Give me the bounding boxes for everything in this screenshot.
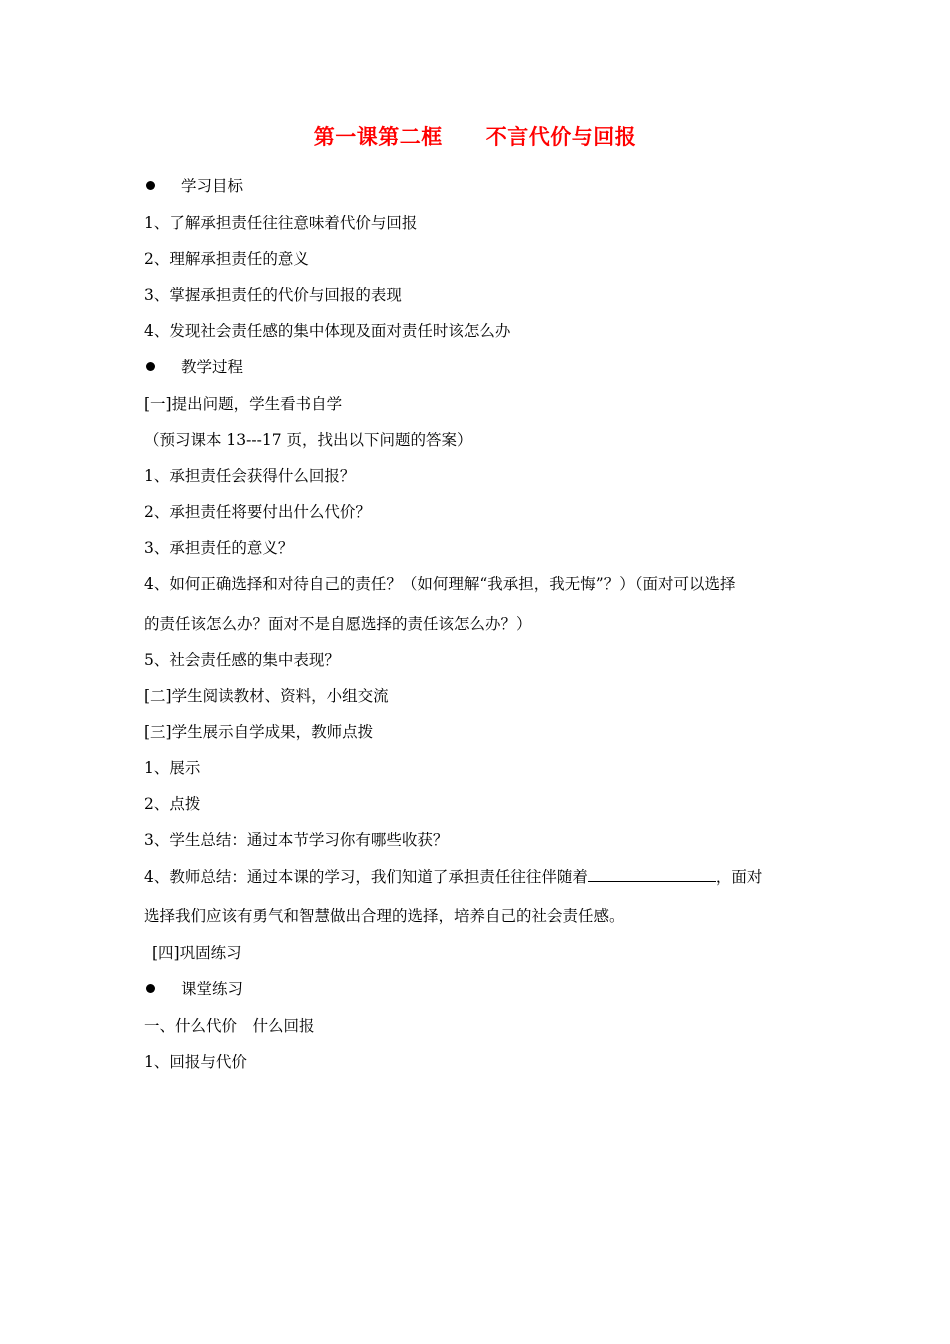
- step-heading: [一]提出问题，学生看书自学: [144, 395, 343, 413]
- teacher-summary-continued: 选择我们应该有勇气和智慧做出合理的选择，培养自己的社会责任感。: [144, 907, 625, 925]
- step-item: 3、学生总结：通过本节学习你有哪些收获？: [144, 831, 449, 849]
- fill-in-blank[interactable]: [588, 866, 716, 882]
- step-item: 1、展示: [144, 759, 201, 777]
- teacher-summary: [144, 866, 762, 887]
- practice-item: 1、回报与代价: [144, 1053, 247, 1071]
- bullet-icon: [146, 984, 155, 993]
- step-heading: [四]巩固练习: [152, 944, 242, 962]
- section-heading-practice: [144, 979, 243, 999]
- bullet-icon: [146, 181, 155, 190]
- goal-item: 2、理解承担责任的意义: [144, 250, 309, 268]
- bullet-icon: [146, 362, 155, 371]
- section-label: 学习目标: [181, 177, 244, 195]
- goal-item: 4、发现社会责任感的集中体现及面对责任时该怎么办: [144, 322, 511, 340]
- practice-heading: 一、什么代价 什么回报: [144, 1017, 315, 1035]
- question-item: 5、社会责任感的集中表现？: [144, 651, 340, 669]
- question-item: 4、如何正确选择和对待自己的责任？（如何理解“我承担，我无悔”？）（面对可以选择: [144, 575, 736, 593]
- section-heading-goals: [144, 176, 243, 196]
- document-title: 第一课第二框 不言代价与回报: [313, 124, 637, 149]
- summary-text: 4、教师总结：通过本课的学习，我们知道了承担责任往往伴随着: [144, 868, 588, 886]
- question-item: 1、承担责任会获得什么回报？: [144, 467, 356, 485]
- question-item-continued: 的责任该怎么办？面对不是自愿选择的责任该怎么办？）: [144, 615, 532, 633]
- question-item: 3、承担责任的意义？: [144, 539, 294, 557]
- step-note: （预习课本 13---17 页，找出以下问题的答案）: [144, 431, 473, 449]
- question-item: 2、承担责任将要付出什么代价？: [144, 503, 371, 521]
- goal-item: 1、了解承担责任往往意味着代价与回报: [144, 214, 418, 232]
- goal-item: 3、掌握承担责任的代价与回报的表现: [144, 286, 402, 304]
- step-heading: [二]学生阅读教材、资料，小组交流: [144, 687, 389, 705]
- section-heading-process: [144, 357, 243, 377]
- section-label: 课堂练习: [181, 980, 244, 998]
- summary-text: ，面对: [715, 868, 763, 886]
- step-item: 2、点拨: [144, 795, 201, 813]
- step-heading: [三]学生展示自学成果，教师点拨: [144, 723, 374, 741]
- section-label: 教学过程: [181, 358, 244, 376]
